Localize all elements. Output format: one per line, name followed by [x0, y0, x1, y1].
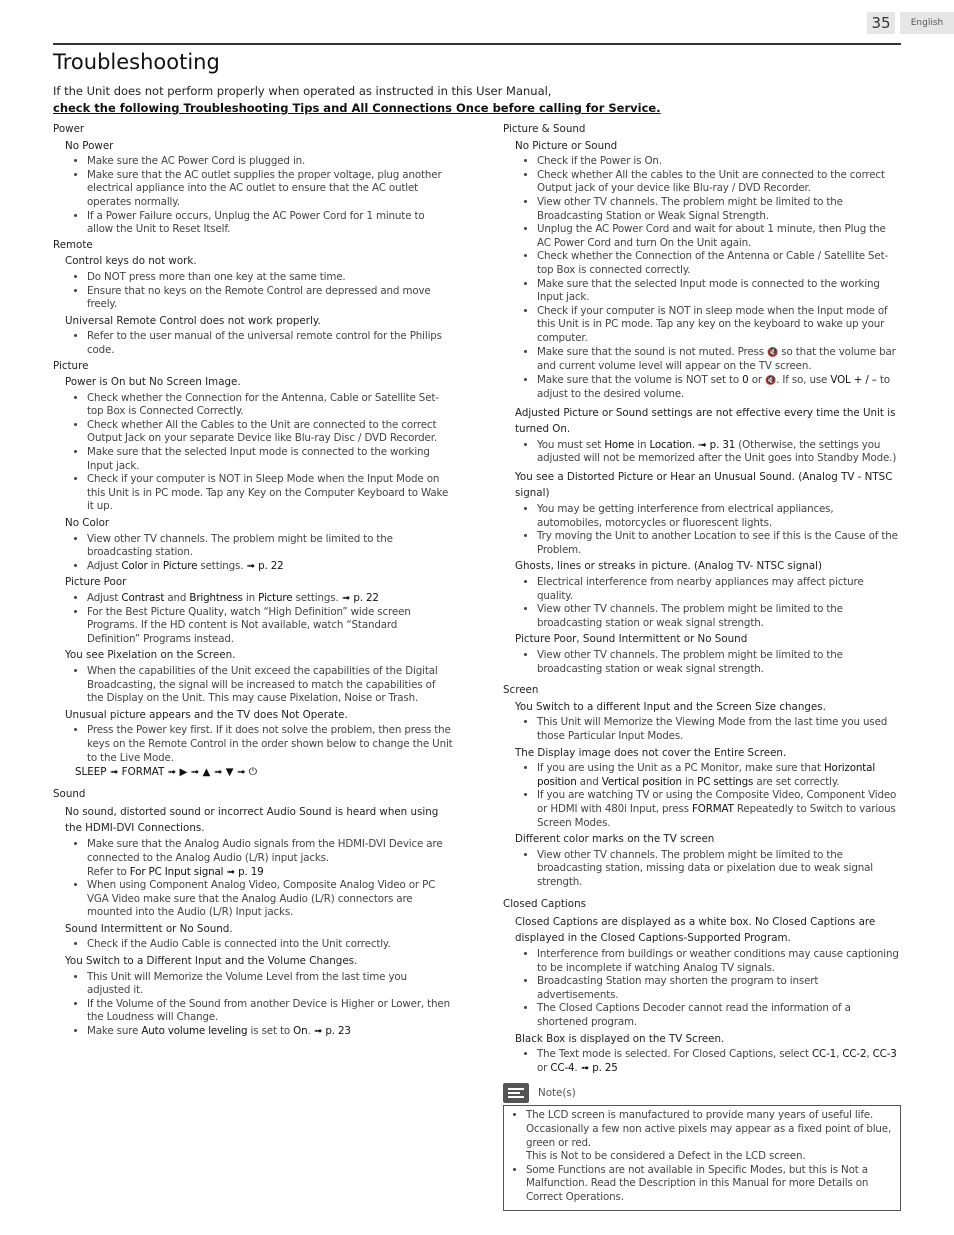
subsection-title: No Picture or Sound — [515, 139, 618, 152]
list-item: • Try moving the Unit to another Location to see if this is the Cause of the Problem. — [537, 530, 901, 557]
mute-icon: 🔇 — [765, 375, 777, 386]
list-item: • Check whether the Connection for the Antenna, Cable or Satellite Set-top Box is Connected Correctly. — [87, 392, 453, 419]
page-ref: p. 25 — [589, 1061, 618, 1074]
bullet-list — [65, 724, 453, 765]
bullet-list — [515, 649, 901, 676]
subsection-title: Power is On but No Screen Image. — [65, 376, 241, 389]
list-item: • If you are watching TV or using the Composite Video, Component Video or HDMI with 480i Input, press FORMAT Repeatedly to Switch to various Screen Modes. — [537, 789, 901, 830]
list-item: • Make sure that the AC outlet supplies the proper voltage, plug another electrical appliance into the AC outlet to ensure that the AC outlet operates normally. — [87, 169, 453, 210]
bullet-list — [65, 330, 453, 357]
bullet-list — [504, 1109, 896, 1204]
list-item: • Make sure that the selected Input mode is connected to the working Input jack. — [87, 446, 453, 473]
list-item: • The Text mode is selected. For Closed Captions, select CC-1, CC-2, CC-3 or CC-4. ➟ p. 25 — [537, 1048, 901, 1075]
subsection-title: Ghosts, lines or streaks in picture. (Analog TV- NTSC signal) — [515, 560, 823, 573]
subsection-title: Universal Remote Control does not work properly. — [65, 314, 321, 327]
subsection-title: The Display image does not cover the Entire Screen. — [515, 746, 787, 759]
list-item: • This Unit will Memorize the Volume Level from the last time you adjusted it. — [87, 971, 453, 998]
subsection-no-power — [53, 140, 453, 237]
subsection-title: Adjusted Picture or Sound settings are not effective every time the Unit is turned On. — [515, 406, 896, 435]
subsection-title: Control keys do not work. — [65, 255, 197, 268]
section-power: Power — [53, 123, 85, 135]
bullet-list — [65, 533, 453, 574]
bullet-list — [65, 971, 453, 1039]
list-item: • Unplug the AC Power Cord and wait for about 1 minute, then Plug the AC Power Cord and turn On the Unit again. — [537, 223, 901, 250]
list-item: • Make sure that the Analog Audio signals from the HDMI-DVI Device are connected to the Analog Audio (L/R) input jacks. Refer to For PC Input signal ➟ p. 19 — [87, 838, 453, 879]
list-item: • Make sure that the selected Input mode is connected to the working Input jack. — [537, 278, 901, 305]
list-item: • If a Power Failure occurs, Unplug the AC Power Cord for 1 minute to allow the Unit to Reset Itself. — [87, 210, 453, 237]
list-item: • Some Functions are not available in Specific Modes, but this is Not a Malfunction. Read the Description in this Manual for more Details on Correct Operations. — [526, 1164, 896, 1205]
list-item: • The LCD screen is manufactured to provide many years of useful life. Occasionally a few non active pixels may appear as a fixed point of blue, green or red. This is Not to be considered a Defect in the LCD screen. — [526, 1109, 896, 1163]
page-ref-arrow: ➟ — [223, 865, 239, 878]
subsection-title: Closed Captions are displayed as a white box. No Closed Captions are displayed in the Closed Captions-Supported Program. — [515, 916, 876, 945]
page-ref-arrow: ➟ — [341, 592, 351, 604]
list-item: • Make sure the AC Power Cord is plugged in. — [87, 155, 453, 169]
intro — [53, 83, 913, 117]
notes-box — [503, 1105, 901, 1210]
list-item: • You must set Home in Location. ➟ p. 31 (Otherwise, the settings you adjusted will not be memorized after the Unit goes into Standby Mode.) — [537, 439, 901, 466]
language-tab: English — [900, 12, 954, 34]
page-ref-arrow: ➟ — [698, 438, 707, 451]
list-item: • When the capabilities of the Unit exceed the capabilities of the Digital Broadcasting, the signal will be increased to match the capabilities of the Display on the Unit. This may cause Pixelation, Noise or Trash. — [87, 665, 453, 706]
list-item: • Make sure Auto volume leveling is set to On. ➟ p. 23 — [87, 1025, 453, 1039]
list-item: • Check if your computer is NOT in sleep mode when the Input mode of this Unit is in PC mode. Tap any key on the keyboard to wake up your computer. — [537, 305, 901, 346]
subsection-title: No Color — [65, 517, 110, 530]
bullet-list — [515, 762, 901, 830]
subsection-title: You Switch to a Different Input and the Volume Changes. — [65, 955, 358, 968]
header-rule — [53, 43, 901, 45]
bullet-list — [65, 271, 453, 312]
subsection-title: Unusual picture appears and the TV does Not Operate. — [65, 708, 348, 721]
subsection-title: Black Box is displayed on the TV Screen. — [515, 1032, 725, 1045]
subsection-title: Sound Intermittent or No Sound. — [65, 922, 233, 935]
page-ref-arrow: ➟ — [580, 1061, 590, 1074]
list-item: • The Closed Captions Decoder cannot read the information of a shortened program. — [537, 1002, 901, 1029]
list-item: • For the Best Picture Quality, watch “High Definition” wide screen Programs. If the HD content is Not available, watch “Standard Definition” Programs instead. — [87, 606, 453, 647]
list-item: • Check whether All the Cables to the Unit are connected to the correct Output Jack on your separate Device like Blu-ray Disc / DVD Recorder. — [87, 419, 453, 446]
list-item: • Check if the Audio Cable is connected into the Unit correctly. — [87, 938, 453, 952]
list-item: • Make sure that the sound is not muted. Press 🔇 so that the volume bar and current volume level will appear on the TV screen. — [537, 346, 901, 374]
subsection-screen — [503, 701, 901, 890]
bullet-list — [515, 948, 901, 1030]
bullet-list — [65, 665, 453, 706]
list-item: • Check whether the Connection of the Antenna or Cable / Satellite Set-top Box is connected correctly. — [537, 250, 901, 277]
subsection-title: No Power — [65, 139, 114, 152]
section-screen: Screen — [503, 684, 539, 697]
key-sequence: SLEEP ➟ FORMAT ➟ ▶ ➟ ▲ ➟ ▼ ➟ ⏻ — [75, 766, 257, 779]
list-item: • Check whether All the cables to the Unit are connected to the correct Output jack of your device like Blu-ray / DVD Recorder. — [537, 169, 901, 196]
list-item: • You may be getting interference from electrical appliances, automobiles, motorcycles or fluorescent lights. — [537, 503, 901, 530]
list-item: • View other TV channels. The problem might be limited to the broadcasting station, missing data or pixelation due to weak signal strength. — [537, 849, 901, 890]
bullet-list — [515, 503, 901, 557]
subsection-title: You see Pixelation on the Screen. — [65, 649, 236, 662]
list-item: • Make sure that the volume is NOT set to 0 or 🔇. If so, use VOL + / – to adjust to the desired volume. — [537, 374, 901, 402]
list-item: • View other TV channels. The problem might be limited to the broadcasting station or weak signal strength. — [537, 603, 901, 630]
bullet-list — [515, 716, 901, 743]
list-item: • Press the Power key first. If it does not solve the problem, then press the keys on the Remote Control in the order shown below to change the Unit to the Live Mode. — [87, 724, 453, 765]
bullet-list — [515, 1048, 901, 1075]
list-item: • View other TV channels. The problem might be limited to the broadcasting station. — [87, 533, 453, 560]
subsection-title: Picture Poor, Sound Intermittent or No Sound — [515, 633, 748, 646]
subsection-title: You Switch to a different Input and the Screen Size changes. — [515, 700, 826, 713]
list-item: • Check if the Power is On. — [537, 155, 901, 169]
subsection-picture — [53, 376, 453, 780]
list-item: • Adjust Contrast and Brightness in Picture settings. ➟ p. 22 — [87, 592, 453, 606]
list-item: • Check if your computer is NOT in Sleep Mode when the Input Mode on this Unit is in PC mode. Tap any Key on the Computer Keyboard to Wake it up. — [87, 473, 453, 514]
page-ref: p. 23 — [325, 1025, 351, 1038]
bullet-list — [65, 392, 453, 514]
page-title: Troubleshooting — [53, 50, 220, 74]
page-ref: p. 19 — [238, 865, 264, 878]
bullet-list — [65, 592, 453, 646]
bullet-list — [65, 838, 453, 920]
right-column — [503, 121, 901, 1211]
bullet-list — [515, 849, 901, 890]
list-item: • Ensure that no keys on the Remote Control are depressed and move freely. — [87, 285, 453, 312]
notes-label: Note(s) — [538, 1087, 576, 1100]
bullet-list — [515, 155, 901, 402]
note-icon — [503, 1083, 529, 1103]
page-ref: p. 22 — [258, 559, 284, 572]
bullet-list — [65, 938, 453, 952]
subsection-picture-sound — [503, 140, 901, 677]
bullet-list — [515, 439, 901, 466]
page-ref-arrow: ➟ — [246, 559, 255, 572]
notes-header — [503, 1083, 901, 1105]
subsection-title: No sound, distorted sound or incorrect Audio Sound is heard when using the HDMI-DVI Connections. — [65, 806, 439, 835]
page-ref-arrow: ➟ — [313, 1025, 323, 1038]
subsection-sound — [53, 804, 453, 1038]
intro-line: If the Unit does not perform properly when operated as instructed in this User Manual, — [53, 84, 552, 98]
intro-warning: check the following Troubleshooting Tips and All Connections Once before calling for Service. — [53, 101, 661, 115]
list-item: • Do NOT press more than one key at the same time. — [87, 271, 453, 285]
subsection-title: Different color marks on the TV screen — [515, 833, 715, 846]
section-remote: Remote — [53, 238, 93, 251]
section-sound: Sound — [53, 787, 86, 800]
bullet-list — [65, 155, 453, 237]
section-closed-captions: Closed Captions — [503, 897, 586, 910]
list-item: • Adjust Color in Picture settings. ➟ p. 22 — [87, 560, 453, 574]
list-item: • When using Component Analog Video, Composite Analog Video or PC VGA Video make sure that the Analog Audio (L/R) connectors are mounted into the Audio (L/R) Input jacks. — [87, 879, 453, 920]
subsection-closed-captions — [503, 914, 901, 1075]
subsection-control-keys — [53, 255, 453, 357]
bullet-list — [515, 576, 901, 630]
page-ref: p. 22 — [353, 592, 379, 604]
list-item: • Broadcasting Station may shorten the program to insert advertisements. — [537, 975, 901, 1002]
page-number: 35 — [867, 12, 895, 34]
list-item: • Electrical interference from nearby appliances may affect picture quality. — [537, 576, 901, 603]
list-item: • This Unit will Memorize the Viewing Mode from the last time you used those Particular Input Modes. — [537, 716, 901, 743]
subsection-title: You see a Distorted Picture or Hear an Unusual Sound. (Analog TV - NTSC signal) — [515, 471, 893, 500]
list-item: • If you are using the Unit as a PC Monitor, make sure that Horizontal position and Vertical position in PC settings are set correctly. — [537, 762, 901, 789]
list-item: • Interference from buildings or weather conditions may cause captioning to be incomplete if watching Analog TV signals. — [537, 948, 901, 975]
section-picture: Picture — [53, 359, 89, 372]
list-item: • Refer to the user manual of the universal remote control for the Philips code. — [87, 330, 453, 357]
section-picture-sound: Picture & Sound — [503, 123, 586, 135]
list-item: • If the Volume of the Sound from another Device is Higher or Lower, then the Loudness will Change. — [87, 998, 453, 1025]
list-item: • View other TV channels. The problem might be limited to the broadcasting station or weak signal strength. — [537, 649, 901, 676]
mute-icon: 🔇 — [767, 347, 779, 358]
left-column — [53, 121, 453, 1040]
subsection-title: Picture Poor — [65, 576, 127, 589]
page-ref: p. 31 — [706, 438, 736, 451]
list-item: • View other TV channels. The problem might be limited to the Broadcasting Station or Weak Signal Strength. — [537, 196, 901, 223]
